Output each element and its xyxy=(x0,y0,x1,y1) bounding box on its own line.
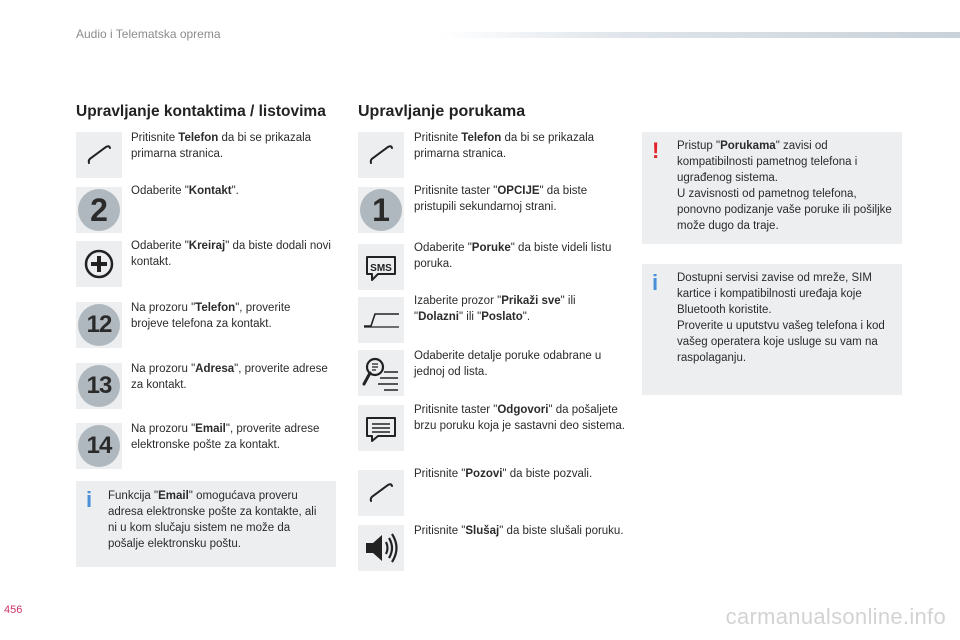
sms-icon xyxy=(358,244,404,290)
page-number: 456 xyxy=(4,604,23,616)
messages-step-7: Pritisnite "Pozovi" da biste pozvali. xyxy=(414,468,593,480)
contacts-step-1: Pritisnite Telefon da bi se prikazala primarna stranica. xyxy=(131,132,312,160)
phone-icon xyxy=(76,132,122,178)
messages-step-6: Pritisnite taster "Odgovori" da pošaljete brzu poruku koja je sastavni deo sistema. xyxy=(414,404,625,432)
add-circle-icon xyxy=(76,241,122,287)
messages-step-1: Pritisnite Telefon da bi se prikazala primarna stranica. xyxy=(414,132,595,160)
messages-step-4: Izaberite prozor "Prikaži sve" ili "Dolazni" ili "Poslato". xyxy=(414,295,576,323)
warning-icon: ! xyxy=(652,138,660,163)
step-badge: 1 xyxy=(358,187,404,233)
contacts-info-note xyxy=(76,481,336,567)
messages-step-8: Pritisnite "Slušaj" da biste slušali poruku. xyxy=(414,525,624,537)
messages-step-3: Odaberite "Poruke" da biste videli listu poruka. xyxy=(414,242,612,270)
contacts-note-text: Funkcija "Email" omogućava proveru adresa elektronske pošte za kontakte, ali ni u kom slučaju sistem ne može da pošalje elektronsku poštu. xyxy=(108,490,317,550)
step-badge: 2 xyxy=(76,187,122,233)
header-divider xyxy=(440,32,960,38)
warning-note-text: Pristup "Porukama" zavisi od kompatibilnosti pametnog telefona i ugrađenog sistema. U zavisnosti od pametnog telefona, ponovno podizanje vaše poruke ili pošiljke može dugo da traje. xyxy=(677,140,892,232)
contacts-step-4: Na prozoru "Telefon", proverite brojeve telefona za kontakt. xyxy=(131,302,291,330)
contacts-step-5: Na prozoru "Adresa", proverite adrese za kontakt. xyxy=(131,363,328,391)
message-details-icon xyxy=(358,350,404,396)
messages-warning-note xyxy=(642,132,902,244)
speaker-icon xyxy=(358,525,404,571)
tab-select-icon xyxy=(358,297,404,343)
phone-icon xyxy=(358,470,404,516)
svg-text:SMS: SMS xyxy=(370,263,392,274)
page-header: Audio i Telematska oprema xyxy=(76,27,221,41)
contacts-step-2: Odaberite "Kontakt". xyxy=(131,185,239,197)
info-icon: i xyxy=(86,487,93,512)
reply-icon xyxy=(358,405,404,451)
messages-info-note xyxy=(642,264,902,395)
contacts-step-6: Na prozoru "Email", proverite adrese elektronske pošte za kontakt. xyxy=(131,423,320,451)
messages-step-2: Pritisnite taster "OPCIJE" da biste pristupili sekundarnoj strani. xyxy=(414,185,588,213)
info-note-text: Dostupni servisi zavise od mreže, SIM kartice i kompatibilnosti uređaja koje Bluetooth koristite. Proverite u uputstvu vašeg telefona i kod vašeg operatera koje usluge su vam na raspolaganju. xyxy=(677,272,885,364)
step-badge: 14 xyxy=(76,423,122,469)
watermark: carmanualsonline.info xyxy=(725,604,946,629)
messages-heading: Upravljanje porukama xyxy=(358,103,526,120)
phone-icon xyxy=(358,132,404,178)
step-badge: 13 xyxy=(76,363,122,409)
contacts-heading: Upravljanje kontaktima / listovima xyxy=(76,103,326,120)
step-badge: 12 xyxy=(76,302,122,348)
contacts-step-3: Odaberite "Kreiraj" da biste dodali novi kontakt. xyxy=(131,240,331,268)
messages-step-5: Odaberite detalje poruke odabrane u jednoj od lista. xyxy=(414,350,602,378)
info-icon: i xyxy=(652,270,659,295)
